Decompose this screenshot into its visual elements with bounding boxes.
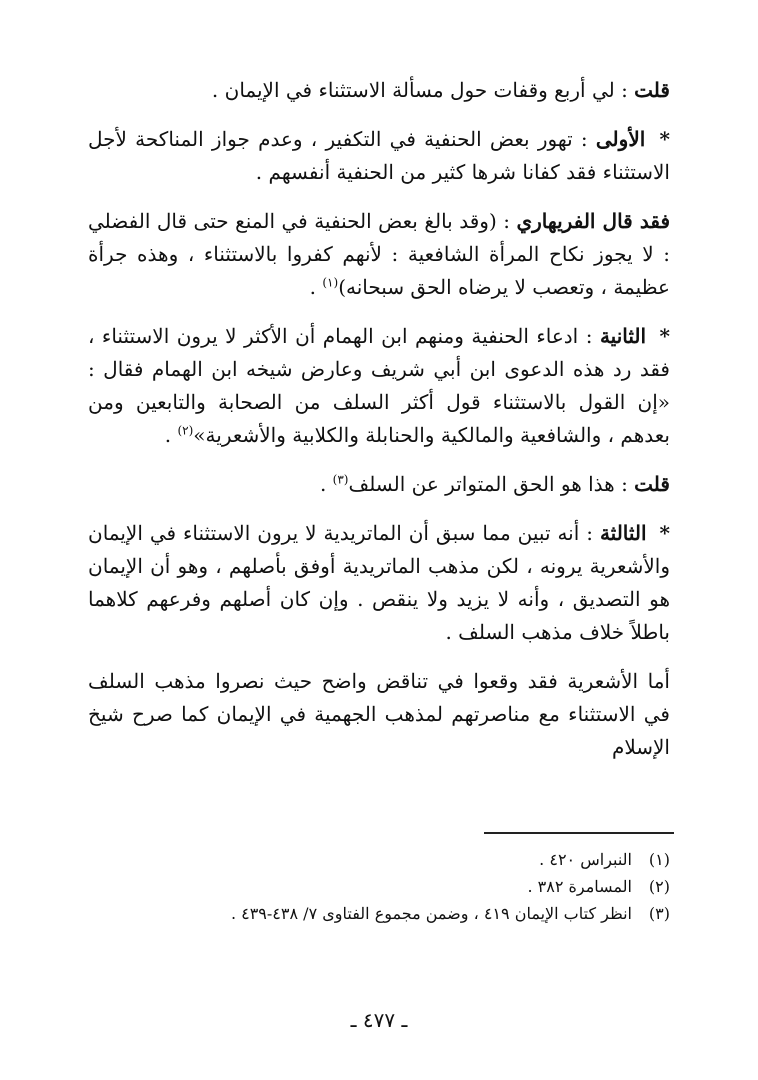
footnote-text: انظر كتاب الإيمان ٤١٩ ، وضمن مجموع الفتاوى ٧/ ٤٣٨-٤٣٩ .	[230, 904, 632, 923]
footnote-ref[interactable]: (١)	[322, 275, 339, 290]
paragraph-lead: الأولى	[595, 127, 646, 151]
footnote-2	[88, 873, 670, 900]
paragraph-text: : أنه تبين مما سبق أن الماتريدية لا يرون الاستثناء في الإيمان والأشعرية يرونه ، لكن مذهب الماتريدية أوفق بأصلهم ، وهو أن الإيمان هو التصديق ، وأنه لا يزيد ولا ينقص . وإن كان أصلهم وفرعهم كلاهما باطلاً خلاف مذهب السلف .	[88, 521, 670, 644]
footnote-3	[88, 900, 670, 927]
page-number: ـ ٤٧٧ ـ	[350, 1008, 408, 1032]
paragraph-lead: فقد قال الفريهاري	[516, 209, 671, 233]
paragraph-text: : ادعاء الحنفية ومنهم ابن الهمام أن الأكثر لا يرون الاستثناء ، فقد رد هذه الدعوى ابن أبي شريف وعارض شيخه ابن الهمام فقال : «إن القول بالاستثناء قول أكثر السلف من الصحابة والتابعين ومن بعدهم ، والشافعية والمالكية والحنابلة والكلابية والأشعرية»	[88, 324, 670, 447]
footnote-ref[interactable]: (٢)	[177, 423, 194, 438]
footnotes	[88, 846, 670, 927]
paragraph-3	[88, 205, 670, 304]
star-marker: *	[659, 127, 671, 151]
paragraph-lead: الثانية	[599, 324, 647, 348]
paragraph-lead: الثالثة	[599, 521, 647, 545]
paragraph-lead: قلت	[634, 472, 670, 496]
paragraph-lead: قلت	[634, 78, 670, 102]
paragraph-text: : هذا هو الحق المتواتر عن السلف	[348, 472, 628, 496]
paragraph-5	[88, 468, 670, 501]
footnote-number: (١)	[648, 850, 670, 869]
paragraph-4	[88, 320, 670, 452]
footnote-ref[interactable]: (٣)	[332, 472, 349, 487]
star-marker: *	[659, 324, 671, 348]
paragraph-7	[88, 665, 670, 764]
main-text	[88, 74, 670, 780]
paragraph-text: : لي أربع وقفات حول مسألة الاستثناء في الإيمان .	[211, 78, 628, 102]
paragraph-2	[88, 123, 670, 189]
footnote-1	[88, 846, 670, 873]
paragraph-end: .	[319, 472, 333, 496]
paragraph-end: .	[309, 275, 323, 299]
paragraph-text: : (وقد بالغ بعض الحنفية في المنع حتى قال الفضلي : لا يجوز نكاح المرأة الشافعية : لأنهم كفروا بالاستثناء ، وهذه جرأة عظيمة ، وتعصب لا يرضاه الحق سبحانه)	[88, 209, 670, 299]
star-marker: *	[659, 521, 670, 545]
footnote-number: (٢)	[648, 877, 670, 896]
footnote-text: المسامرة ٣٨٢ .	[527, 877, 632, 896]
footnote-separator	[484, 832, 674, 834]
paragraph-end: .	[164, 423, 178, 447]
paragraph-text: : تهور بعض الحنفية في التكفير ، وعدم جواز المناكحة لأجل الاستثناء فقد كفانا شرها كثير من الحنفية أنفسهم .	[88, 127, 670, 184]
paragraph-6	[88, 517, 670, 649]
paragraph-text: أما الأشعرية فقد وقعوا في تناقض واضح حيث نصروا مذهب السلف في الاستثناء مع مناصرتهم لمذهب الجهمية في الإيمان كما صرح شيخ الإسلام	[88, 669, 670, 759]
footnote-text: النبراس ٤٢٠ .	[539, 850, 632, 869]
paragraph-1	[88, 74, 670, 107]
footnote-number: (٣)	[648, 904, 670, 923]
